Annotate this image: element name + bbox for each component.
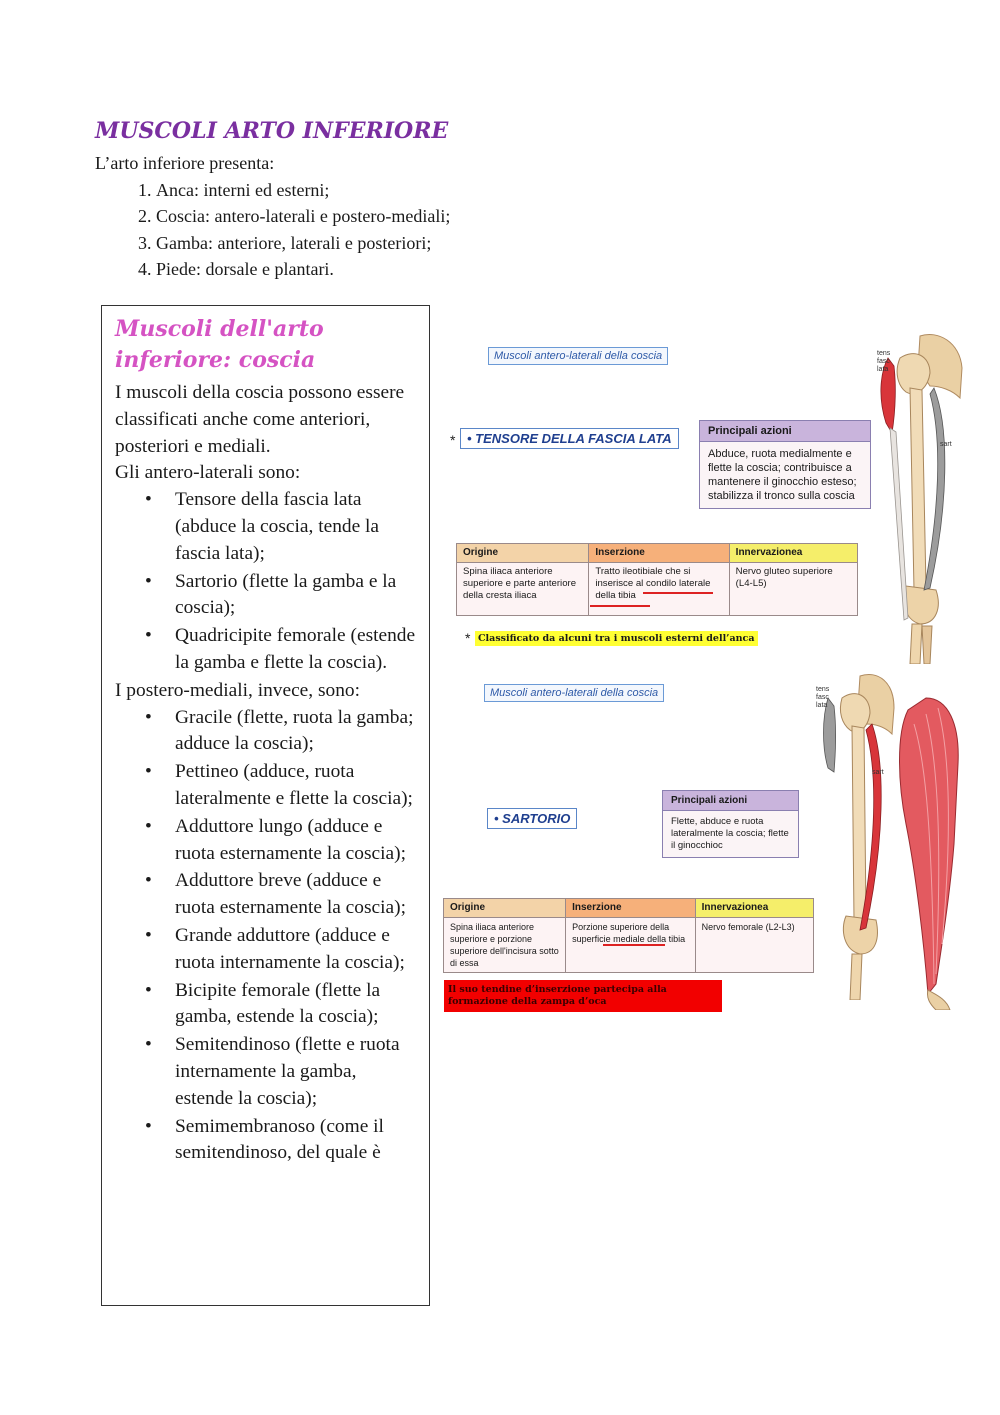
red-underline [590, 605, 650, 607]
muscle-table [456, 543, 858, 616]
muscle-name: • SARTORIO [487, 808, 577, 829]
intro-list [95, 177, 450, 283]
list-item: • Gracile (flette, ruota la gamba; adduce la coscia); [175, 705, 417, 759]
table-cell: Spina iliaca anteriore superiore e porzione superiore dell'incisura sotto di essa [444, 918, 566, 973]
page-title: MUSCOLI ARTO INFERIORE [95, 118, 449, 144]
actions-panel [699, 420, 871, 509]
hip-muscle-image [896, 694, 962, 1010]
actions-body: Abduce, ruota medialmente e flette la coscia; contribuisce a mantenere il ginocchio esteso; stabilizza il tronco sulla coscia [708, 448, 857, 502]
list-item: 2. Coscia: antero-laterali e postero-mediali; [156, 203, 450, 230]
list-item: • Adduttore lungo (adduce e ruota esternamente la coscia); [175, 814, 417, 868]
table-cell: Tratto ileotibiale che si inserisce al condilo laterale della tibia [589, 563, 729, 616]
list-item: 3. Gamba: anteriore, laterali e posteriori; [156, 230, 450, 257]
list-item: • Bicipite femorale (flette la gamba, estende la coscia); [175, 978, 417, 1032]
red-underline [603, 944, 665, 946]
leg-anatomy-image [820, 668, 896, 1000]
intro-lead: L’arto inferiore presenta: [95, 153, 275, 173]
star-marker: * [450, 432, 456, 448]
actions-header: Principali azioni [663, 791, 798, 811]
list-item: • Tensore della fascia lata (abduce la coscia, tende la fascia lata); [175, 487, 417, 567]
muscle-table [443, 898, 814, 973]
antero-list [115, 487, 417, 677]
muscle-label: tens fasc lata [816, 686, 830, 709]
red-underline [643, 592, 713, 594]
actions-header: Principali azioni [700, 421, 870, 442]
list-item: 1. Anca: interni ed esterni; [156, 177, 450, 204]
table-cell: Spina iliaca anteriore superiore e parte anteriore della cresta iliaca [457, 563, 589, 616]
table-cell: Porzione superiore della superficie mediale della tibia [566, 918, 696, 973]
table-cell: Nervo femorale (L2-L3) [695, 918, 813, 973]
star-marker: * [465, 630, 471, 646]
table-header: Innervazionea [695, 899, 813, 918]
muscle-name: • TENSORE DELLA FASCIA LATA [460, 428, 679, 449]
section-label: Muscoli antero-laterali della coscia [488, 347, 668, 365]
list-item: • Semimembranoso (come il semitendinoso, del quale è [175, 1114, 417, 1168]
note-highlight: Classificato da alcuni tra i muscoli esterni dell’anca [475, 631, 758, 646]
table-header: Inserzione [566, 899, 696, 918]
coscia-text-box [101, 305, 430, 1306]
box-paragraph: I muscoli della coscia possono essere classificati anche come anteriori, posteriori e mediali. [115, 382, 405, 457]
muscle-label: tens fasc lata [877, 350, 891, 373]
actions-panel [662, 790, 799, 858]
box-paragraph: Gli antero-laterali sono: [115, 462, 301, 484]
list-item: • Grande adduttore (adduce e ruota internamente la coscia); [175, 923, 417, 977]
section-label: Muscoli antero-laterali della coscia [484, 684, 664, 702]
note-highlight: Il suo tendine d’inserzione partecipa alla formazione della zampa d’oca [444, 980, 722, 1012]
box-paragraph: I postero-mediali, invece, sono: [115, 679, 361, 701]
table-cell: Nervo gluteo superiore (L4-L5) [729, 563, 857, 616]
postero-list [115, 705, 417, 1168]
table-header: Inserzione [589, 544, 729, 563]
actions-body: Flette, abduce e ruota lateralmente la coscia; flette il ginocchioc [671, 816, 789, 851]
table-header: Origine [444, 899, 566, 918]
list-item: • Pettineo (adduce, ruota lateralmente e flette la coscia); [175, 759, 417, 813]
list-item: • Quadricipite femorale (estende la gamba e flette la coscia). [175, 623, 417, 677]
table-header: Innervazionea [729, 544, 857, 563]
table-header: Origine [457, 544, 589, 563]
box-title: Muscoli dell'arto inferiore: coscia [115, 316, 324, 373]
list-item: • Adduttore breve (adduce e ruota esternamente la coscia); [175, 868, 417, 922]
list-item: 4. Piede: dorsale e plantari. [156, 256, 450, 283]
muscle-label: sart [872, 769, 884, 776]
list-item: • Sartorio (flette la gamba e la coscia); [175, 569, 417, 623]
intro [95, 150, 450, 283]
list-item: • Semitendinoso (flette e ruota internamente la gamba, estende la coscia); [175, 1032, 417, 1112]
muscle-label: sart [940, 441, 952, 448]
leg-anatomy-image [860, 328, 964, 664]
